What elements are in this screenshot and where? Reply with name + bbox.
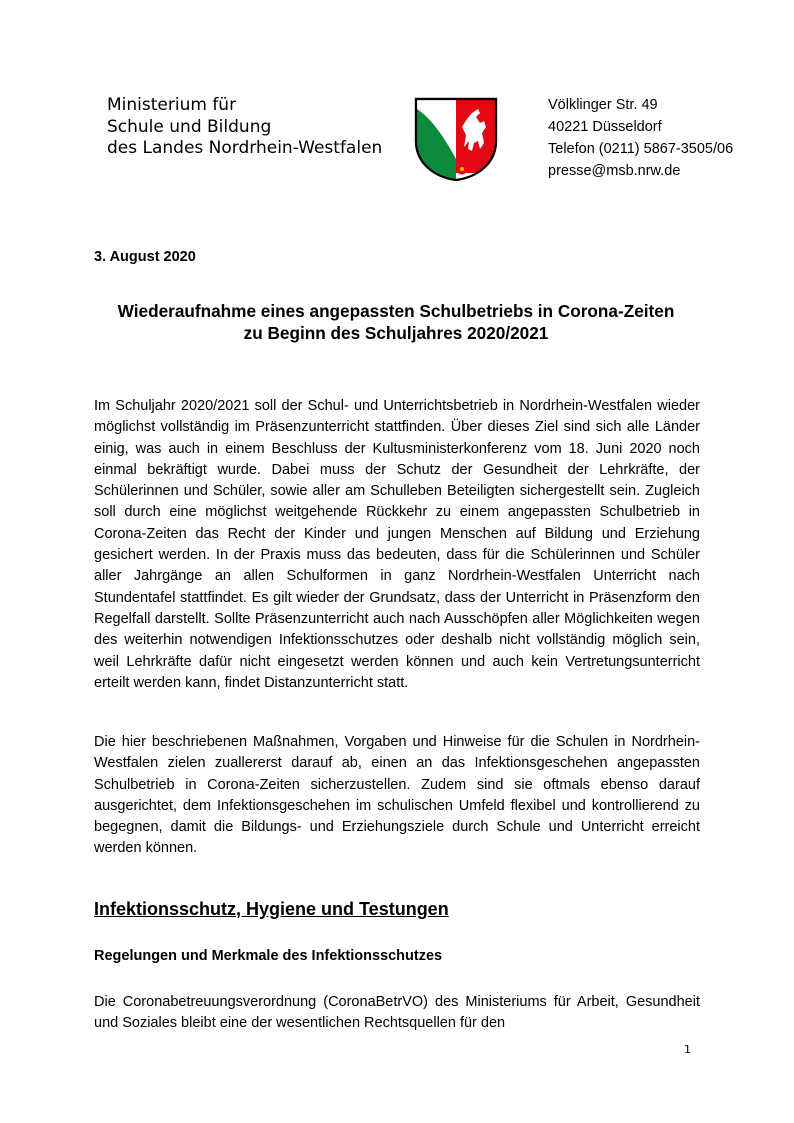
section-heading: Infektionsschutz, Hygiene und Testungen (94, 899, 449, 919)
ministry-line: Ministerium für (107, 95, 237, 115)
document-date: 3. August 2020 (94, 249, 196, 265)
contact-email: presse@msb.nrw.de (548, 163, 681, 179)
ministry-line: des Landes Nordrhein-Westfalen (107, 138, 383, 158)
contact-block (548, 94, 733, 182)
contact-phone: Telefon (0211) 5867-3505/06 (548, 141, 734, 157)
ministry-line: Schule und Bildung (107, 116, 272, 137)
body-paragraph: Die hier beschriebenen Maßnahmen, Vorgaben und Hinweise für die Schulen in Nordrhein-Westfalen zielen zuallererst darauf ab, einen an das Infektionsgeschehen angepassten Schulbetrieb in Corona-Zeiten sicherzustellen. Zudem sind sie oftmals ebenso darauf ausgerichtet, dem Infektionsgeschehen im schulischen Umfeld flexibel und kontrollierend zu begegnen, damit die Bildungs- und Erziehungsziele durch Schule und Unterricht erreicht werden können. (94, 734, 700, 857)
title-line: zu Beginn des Schuljahres 2020/2021 (243, 323, 549, 343)
document-title (94, 300, 698, 344)
contact-street: Völklinger Str. 49 (548, 97, 658, 113)
contact-city: 40221 Düsseldorf (548, 119, 662, 135)
body-paragraph: Die Coronabetreuungsverordnung (CoronaBetrVO) des Ministeriums für Arbeit, Gesundheit und Soziales bleibt eine der wesentlichen Rechtsquellen für den (94, 994, 700, 1032)
page-number: 1 (684, 1043, 691, 1056)
title-line: Wiederaufnahme eines angepassten Schulbetriebs in Corona-Zeiten (117, 301, 675, 321)
ministry-name (107, 95, 382, 160)
subsection-heading: Regelungen und Merkmale des Infektionsschutzes (94, 948, 443, 964)
nrw-coat-of-arms-icon (414, 97, 498, 181)
body-paragraph: Im Schuljahr 2020/2021 soll der Schul- und Unterrichtsbetrieb in Nordrhein-Westfalen wieder möglichst vollständig im Präsenzunterricht stattfinden. Über dieses Ziel sind sich alle Länder einig, was auch in einem Beschluss der Kultusministerkonferenz vom 18. Juni 2020 noch einmal bekräftigt wurde. Dabei muss der Schutz der Gesundheit der Lehrkräfte, der Schülerinnen und Schüler, sowie aller am Schulleben Beteiligten sichergestellt sein. Zugleich soll durch eine möglichst weitgehende Rückkehr zu einem angepassten Schulbetrieb in Corona-Zeiten das Recht der Kinder und jungen Menschen auf Bildung und Erziehung gesichert werden. In der Praxis muss das bedeuten, dass für die Schülerinnen und Schüler aller Jahrgänge an allen Schulformen in ganz Nordrhein-Westfalen Unterricht nach Stundentafel stattfindet. Es gilt wieder der Grundsatz, dass der Unterricht in Präsenzform den Regelfall darstellt. Sollte Präsenzunterricht auch nach Ausschöpfen aller Möglichkeiten wegen des weiterhin notwendigen Infektionsschutzes oder deshalb nicht vollständig möglich sein, weil Lehrkräfte dafür nicht eingesetzt werden können und auch kein Vertretungsunterricht erteilt werden kann, findet Distanzunterricht statt. (94, 398, 700, 691)
